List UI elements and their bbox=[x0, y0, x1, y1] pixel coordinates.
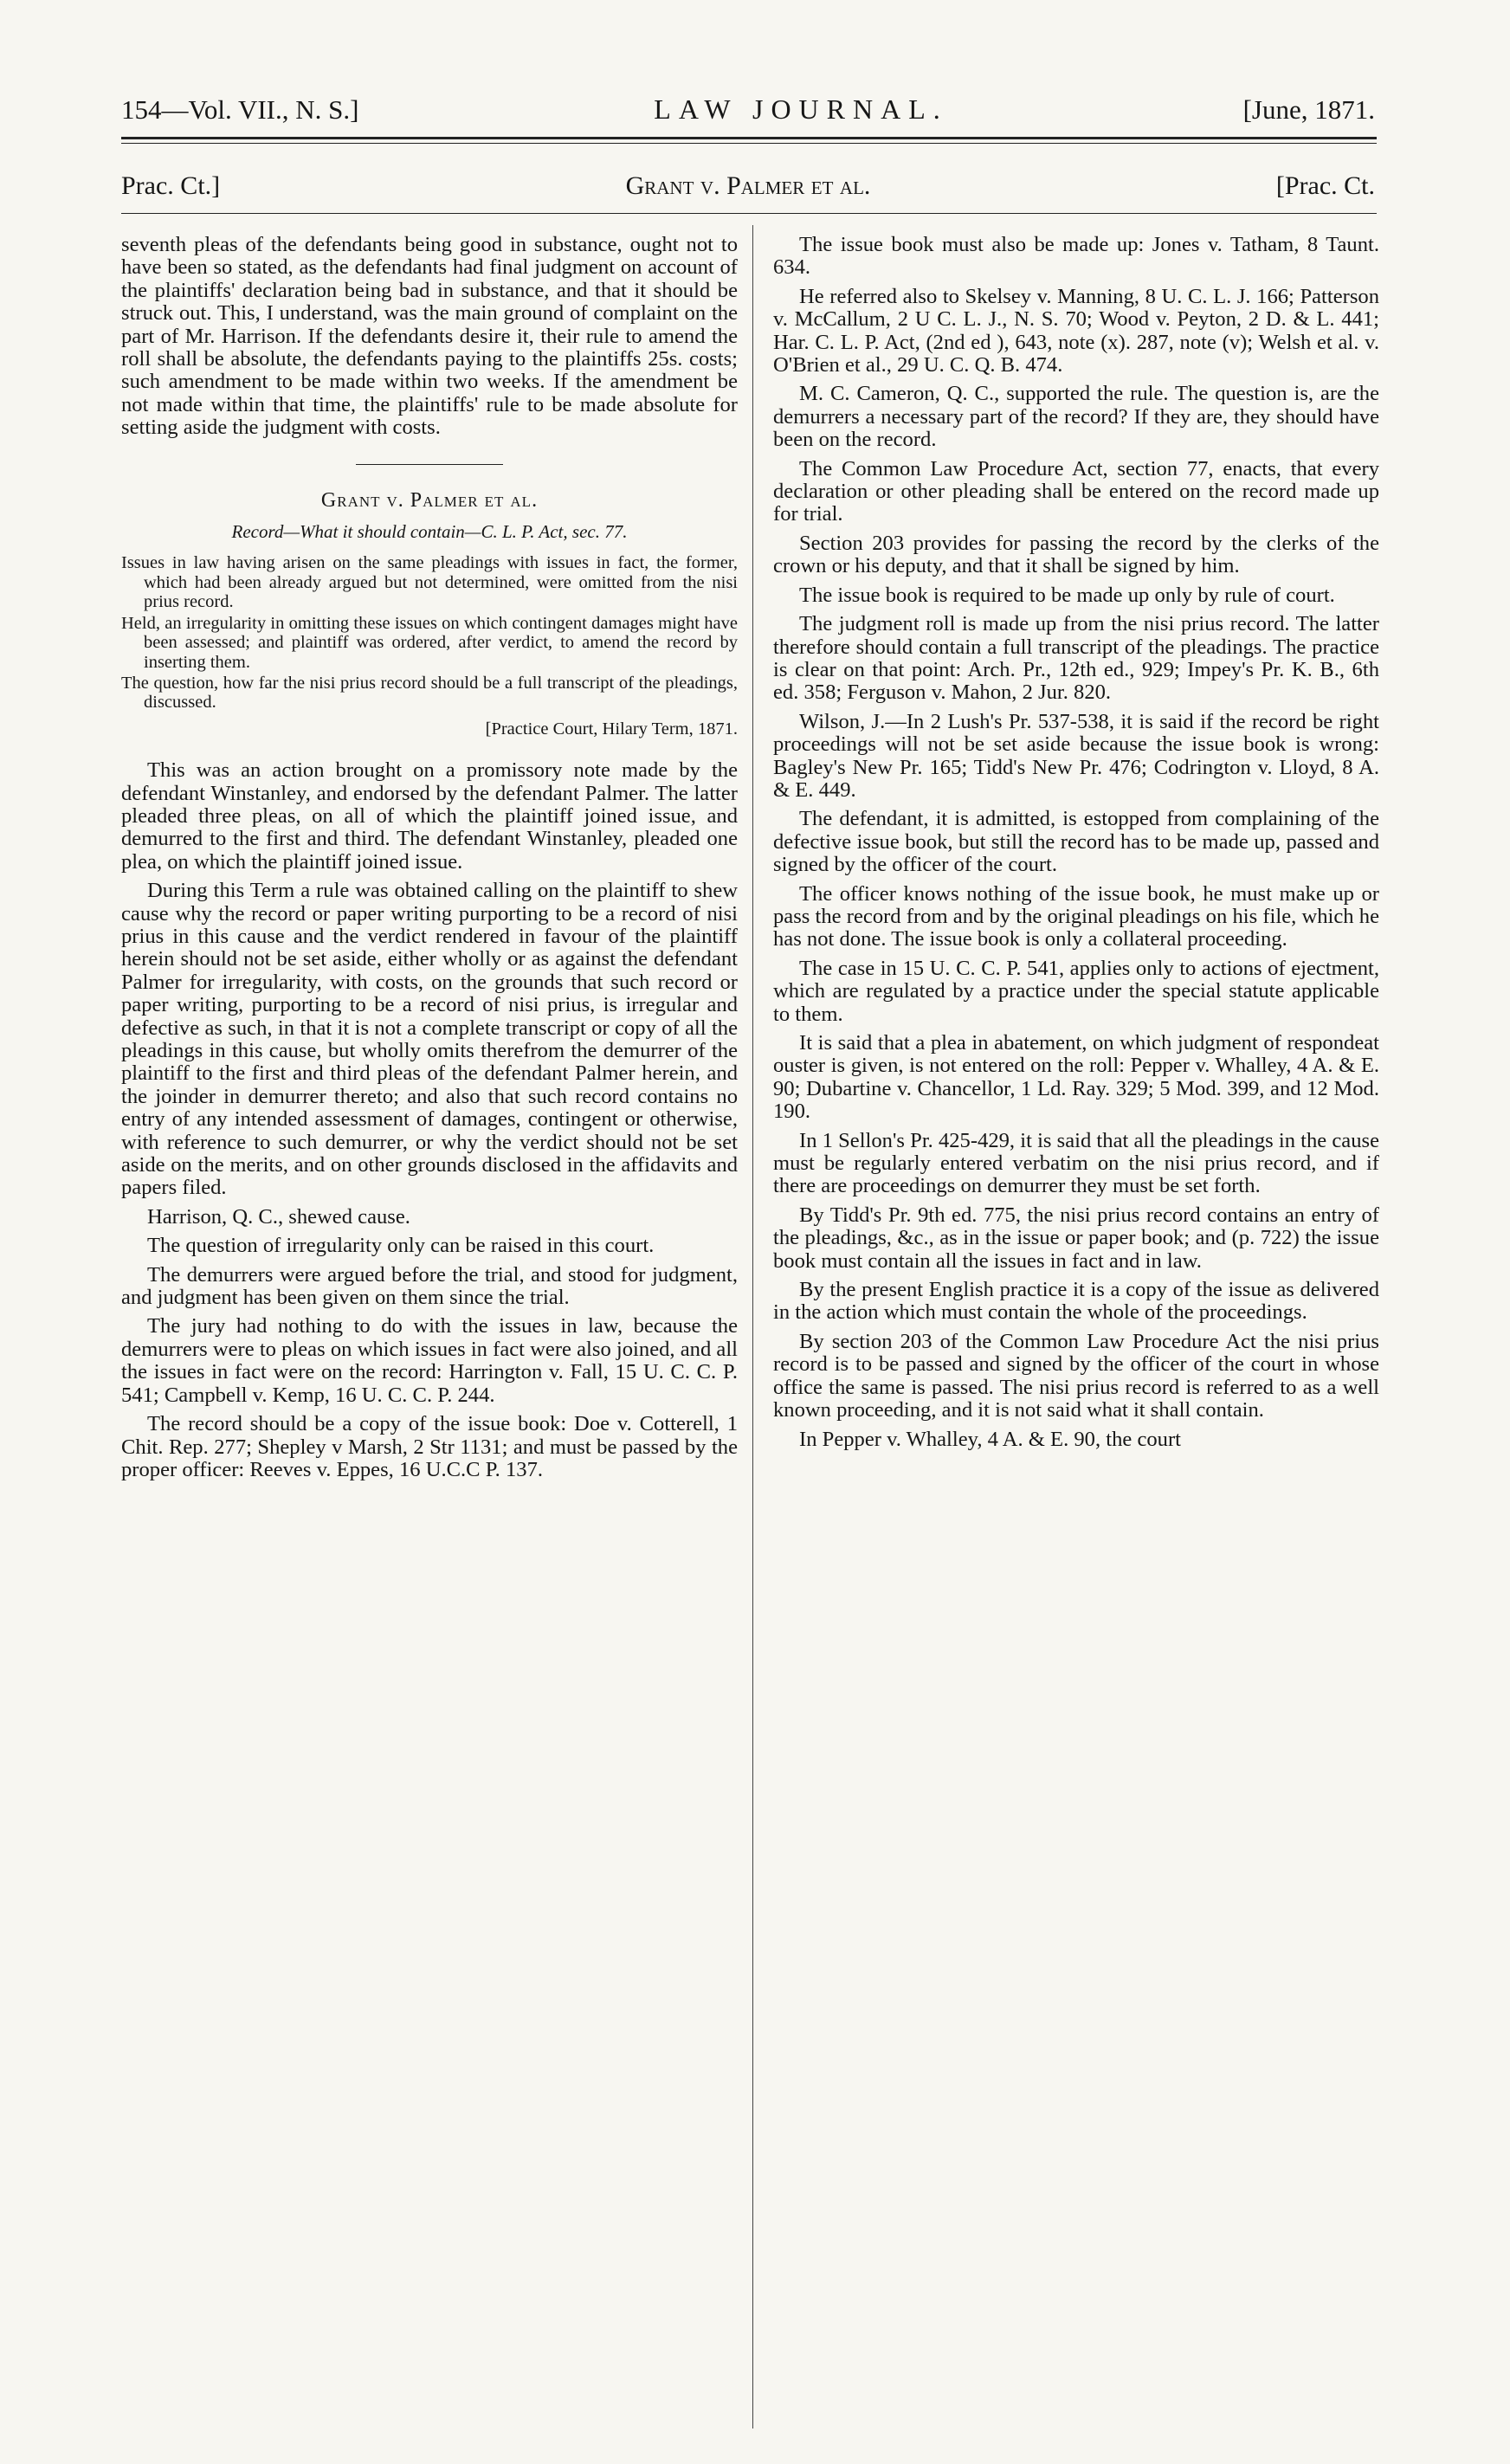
case-title: Grant v. Palmer et al. bbox=[320, 488, 539, 512]
section-court-left: Prac. Ct.] bbox=[121, 171, 221, 200]
body-paragraph: The case in 15 U. C. C. P. 541, applies only to actions of ejectment, which are regulated by a practice under the special statute applicable to them. bbox=[773, 956, 1379, 1026]
section-case-name: Grant v. Palmer et al. bbox=[625, 171, 871, 200]
body-paragraph: During this Term a rule was obtained calling on the plaintiff to shew cause why the record or paper writing purporting to be a record of nisi prius in this cause and the verdict rendered in favour of the plaintiff herein should not be set aside, either wholly or as against the defendant Palmer for irregularity, with costs, on the grounds that such record or paper writing, purporting to be a record of nisi prius, is irregular and defective as such, in that it is not a complete transcript or copy of all the pleadings in this cause, but wholly omits therefrom the demurrer of the plaintiff to the first and third pleas of the defendant Palmer herein, and the joinder in demurrer thereto; and also that such record contains no entry of any intended assessment of damages, contingent or otherwise, with reference to such demurrer, or why the verdict should not be set aside on the merits, and on other grounds disclosed in the affidavits and papers filed. bbox=[121, 879, 738, 1200]
running-header bbox=[121, 94, 1375, 126]
section-header bbox=[121, 171, 1375, 201]
header-volume: 154—Vol. VII., N. S.] bbox=[121, 94, 359, 125]
body-paragraph: By the present English practice it is a copy of the issue as delivered in the action which must contain the whole of the proceedings. bbox=[773, 1278, 1379, 1325]
body-paragraph: The judgment roll is made up from the nisi prius record. The latter therefore should contain a full transcript of the pleadings. The practice is clear on that point: Arch. Pr., 12th ed., 929; Impey's Pr. K. B., 6th ed. 358; Ferguson v. Mahon, 2 Jur. 820. bbox=[773, 612, 1379, 705]
headnote: Held, an irregularity in omitting these issues on which contingent damages might have been assessed; and plaintiff was ordered, after verdict, to amend the record by inserting them. bbox=[121, 613, 738, 672]
body-paragraph: The demurrers were argued before the trial, and stood for judgment, and judgment has been given on them since the trial. bbox=[121, 1262, 738, 1310]
body-paragraph: Harrison, Q. C., shewed cause. bbox=[147, 1204, 410, 1229]
right-column bbox=[773, 234, 1379, 1457]
body-paragraph: Section 203 provides for passing the record by the clerks of the crown or his deputy, and that it shall be signed by him. bbox=[773, 531, 1379, 578]
headnote: Issues in law having arisen on the same pleadings with issues in fact, the former, which had been already argued but not determined, were omitted from the nisi prius record. bbox=[121, 553, 738, 612]
body-paragraph: The record should be a copy of the issue book: Doe v. Cotterell, 1 Chit. Rep. 277; Shepley v Marsh, 2 Str 1131; and must be passed by the proper officer: Reeves v. Eppes, 16 U.C.C P. 137. bbox=[121, 1412, 738, 1481]
body-paragraph: The issue book is required to be made up only by rule of court. bbox=[799, 583, 1335, 607]
opening-paragraph: seventh pleas of the defendants being good in substance, ought not to have been so stated, as the defendants had final judgment on account of the plaintiffs' declaration being bad in substance, and that it should be struck out. This, I understand, was the main ground of complaint on the part of Mr. Harrison. If the defendants desire it, their rule to amend the roll shall be absolute, the defendants paying to the plaintiffs 25s. costs; such amendment to be made within two weeks. If the amendment be not made within that time, the plaintiffs' rule to be made absolute for setting aside the judgment with costs. bbox=[121, 233, 738, 440]
header-journal-title: LAW JOURNAL. bbox=[654, 94, 948, 125]
body-paragraph: The Common Law Procedure Act, section 77, enacts, that every declaration or other pleading shall be entered on the record made up for trial. bbox=[773, 456, 1379, 526]
body-paragraph: The officer knows nothing of the issue book, he must make up or pass the record from and by the original pleadings on his file, which he has not done. The issue book is only a collateral proceeding. bbox=[773, 881, 1379, 951]
header-date: [June, 1871. bbox=[1242, 94, 1375, 125]
body-paragraph: The question of irregularity only can be raised in this court. bbox=[147, 1234, 655, 1258]
case-subtitle: Record—What it should contain—C. L. P. Act, sec. 77. bbox=[231, 521, 628, 543]
court-line: [Practice Court, Hilary Term, 1871. bbox=[485, 719, 738, 739]
body-paragraph: It is said that a plea in abatement, on which judgment of respondeat ouster is given, is not entered on the roll: Pepper v. Whalley, 4 A. & E. 90; Dubartine v. Chancellor, 1 Ld. Ray. 329; 5 Mod. 399, and 12 Mod. 190. bbox=[773, 1031, 1379, 1124]
headnote: The question, how far the nisi prius record should be a full transcript of the pleadings, discussed. bbox=[121, 673, 738, 713]
body-paragraph: The defendant, it is admitted, is estopped from complaining of the defective issue book, but still the record has to be made up, passed and signed by the officer of the court. bbox=[773, 807, 1379, 877]
body-paragraph: In Pepper v. Whalley, 4 A. & E. 90, the court bbox=[799, 1427, 1181, 1451]
body-paragraph: By Tidd's Pr. 9th ed. 775, the nisi prius record contains an entry of the pleadings, &c., as in the issue or paper book; and (p. 722) the issue book must contain all the issues in fact and in law. bbox=[773, 1203, 1379, 1273]
body-paragraph: The jury had nothing to do with the issues in law, because the demurrers were to pleas on which issues in fact were also joined, and all the issues in fact were on the record: Harrington v. Fall, 15 U. C. C. P. 541; Campbell v. Kemp, 16 U. C. C. P. 244. bbox=[121, 1314, 738, 1407]
column-divider bbox=[752, 225, 753, 2429]
header-rule-thick bbox=[121, 137, 1377, 139]
left-column bbox=[121, 234, 738, 1487]
body-paragraph: By section 203 of the Common Law Procedure Act the nisi prius record is to be passed and signed by the officer of the court in whose office the same is passed. The nisi prius record is referred to as a well known proceeding, and it is not said what it shall contain. bbox=[773, 1329, 1379, 1422]
header-rule-thin bbox=[121, 143, 1377, 144]
section-court-right: [Prac. Ct. bbox=[1275, 171, 1375, 200]
body-paragraph: He referred also to Skelsey v. Manning, 8 U. C. L. J. 166; Patterson v. McCallum, 2 U C. L. J., N. S. 70; Wood v. Peyton, 2 D. & L. 441; Har. C. L. P. Act, (2nd ed ), 643, note (x). 287, note (v); Welsh et al. v. O'Brien et al., 29 U. C. Q. B. 474. bbox=[773, 284, 1379, 377]
section-rule bbox=[121, 213, 1377, 214]
body-paragraph: This was an action brought on a promissory note made by the defendant Winstanley, and endorsed by the defendant Palmer. The latter pleaded three pleas, on all of which the plaintiff joined issue, and demurred to the first and third. The defendant Winstanley, pleaded one plea, on which the plaintiff joined issue. bbox=[121, 758, 738, 874]
body-paragraph: Wilson, J.—In 2 Lush's Pr. 537-538, it is said if the record be right proceedings will not be set aside because the issue book is wrong: Bagley's New Pr. 165; Tidd's New Pr. 476; Codrington v. Lloyd, 8 A. & E. 449. bbox=[773, 709, 1379, 802]
body-paragraph: The issue book must also be made up: Jones v. Tatham, 8 Taunt. 634. bbox=[773, 233, 1379, 280]
body-paragraph: M. C. Cameron, Q. C., supported the rule. The question is, are the demurrers a necessary part of the record? If they are, they should have been on the record. bbox=[773, 382, 1379, 452]
body-paragraph: In 1 Sellon's Pr. 425-429, it is said that all the pleadings in the cause must be regularly entered verbatim on the nisi prius record, and if there are proceedings on demurrer they must be set forth. bbox=[773, 1128, 1379, 1198]
case-separator bbox=[356, 464, 503, 465]
